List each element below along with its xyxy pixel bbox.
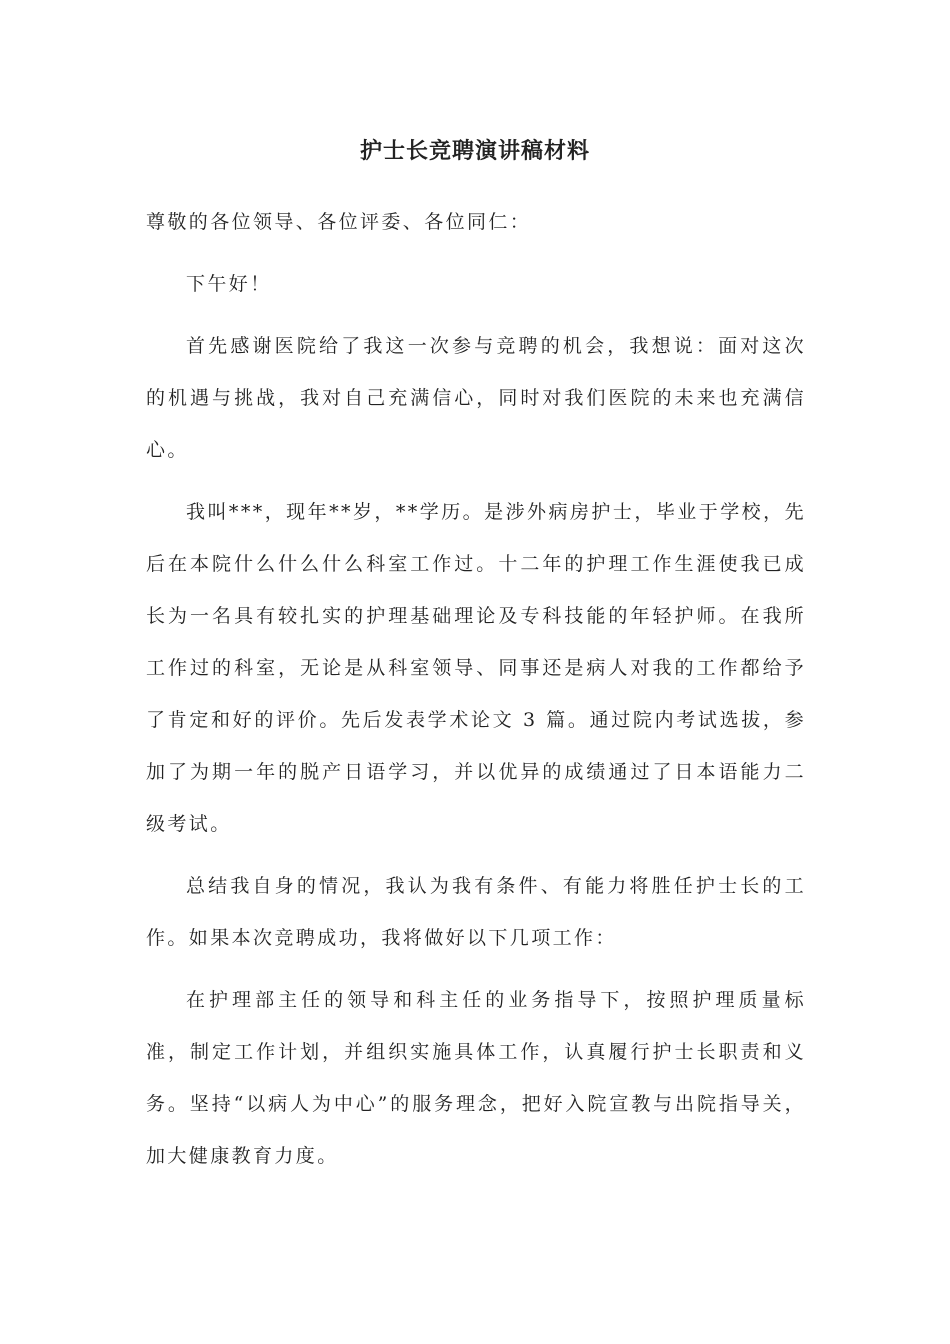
paragraph-summary: 总结我自身的情况，我认为我有条件、有能力将胜任护士长的工作。如果本次竞聘成功，我将做好以下几项工作： (146, 875, 806, 949)
paragraph-work-plan: 在护理部主任的领导和科主任的业务指导下，按照护理质量标准，制定工作计划，并组织实施具体工作，认真履行护士长职责和义务。坚持“以病人为中心”的服务理念，把好入院宣教与出院指导关，加大健康教育力度。 (146, 989, 806, 1167)
paragraph-opening: 首先感谢医院给了我这一次参与竞聘的机会，我想说：面对这次的机遇与挑战，我对自己充满信心，同时对我们医院的未来也充满信心。 (146, 335, 806, 461)
greeting: 下午好！ (186, 273, 272, 295)
document-title: 护士长竞聘演讲稿材料 (359, 138, 590, 164)
document-body (146, 196, 806, 1182)
salutation: 尊敬的各位领导、各位评委、各位同仁： (146, 211, 532, 233)
paragraph-self-introduction: 我叫***，现年**岁，**学历。是涉外病房护士，毕业于学校，先后在本院什么什么什么科室工作过。十二年的护理工作生涯使我已成长为一名具有较扎实的护理基础理论及专科技能的年轻护师。在我所工作过的科室，无论是从科室领导、同事还是病人对我的工作都给予了肯定和好的评价。先后发表学术论文 3 篇。通过院内考试选拔，参加了为期一年的脱产日语学习，并以优异的成绩通过了日本语能力二级考试。 (146, 501, 806, 835)
